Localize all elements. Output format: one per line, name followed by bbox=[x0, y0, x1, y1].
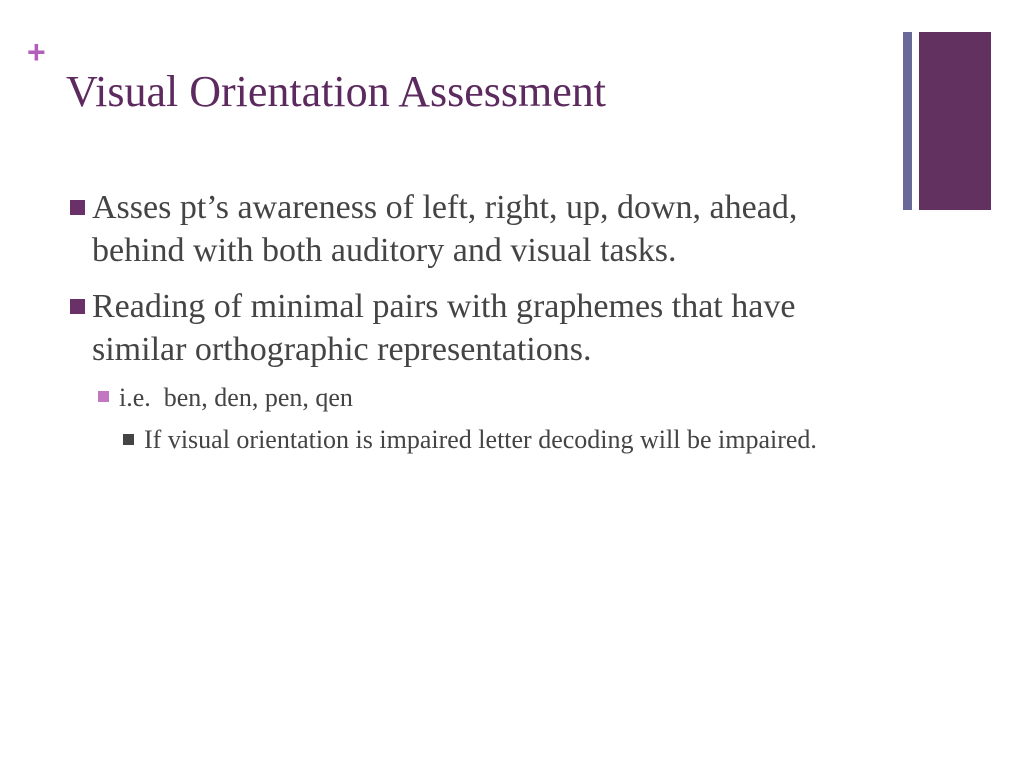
square-bullet-icon bbox=[70, 299, 85, 314]
square-bullet-icon bbox=[70, 200, 85, 215]
square-bullet-icon bbox=[98, 391, 109, 402]
decorative-bar-thin bbox=[903, 32, 912, 210]
sub-sub-bullet-text: If visual orientation is impaired letter decoding will be impaired. bbox=[144, 425, 817, 454]
bullet-text: Reading of minimal pairs with graphemes that have similar orthographic representations. bbox=[92, 288, 796, 368]
slide-content bbox=[68, 186, 888, 458]
bullet-item bbox=[68, 285, 888, 371]
sub-bullet-text: i.e. ben, den, pen, qen bbox=[119, 383, 353, 412]
bullet-item bbox=[68, 186, 888, 272]
sub-bullet-item bbox=[98, 380, 888, 416]
decorative-bar-thick bbox=[919, 32, 991, 210]
bullet-text: Asses pt’s awareness of left, right, up, down, ahead, behind with both auditory and visual tasks. bbox=[92, 189, 798, 269]
square-bullet-icon bbox=[123, 434, 134, 445]
plus-icon: + bbox=[27, 34, 46, 70]
slide-title: Visual Orientation Assessment bbox=[66, 67, 606, 116]
sub-sub-bullet-item bbox=[123, 422, 904, 458]
